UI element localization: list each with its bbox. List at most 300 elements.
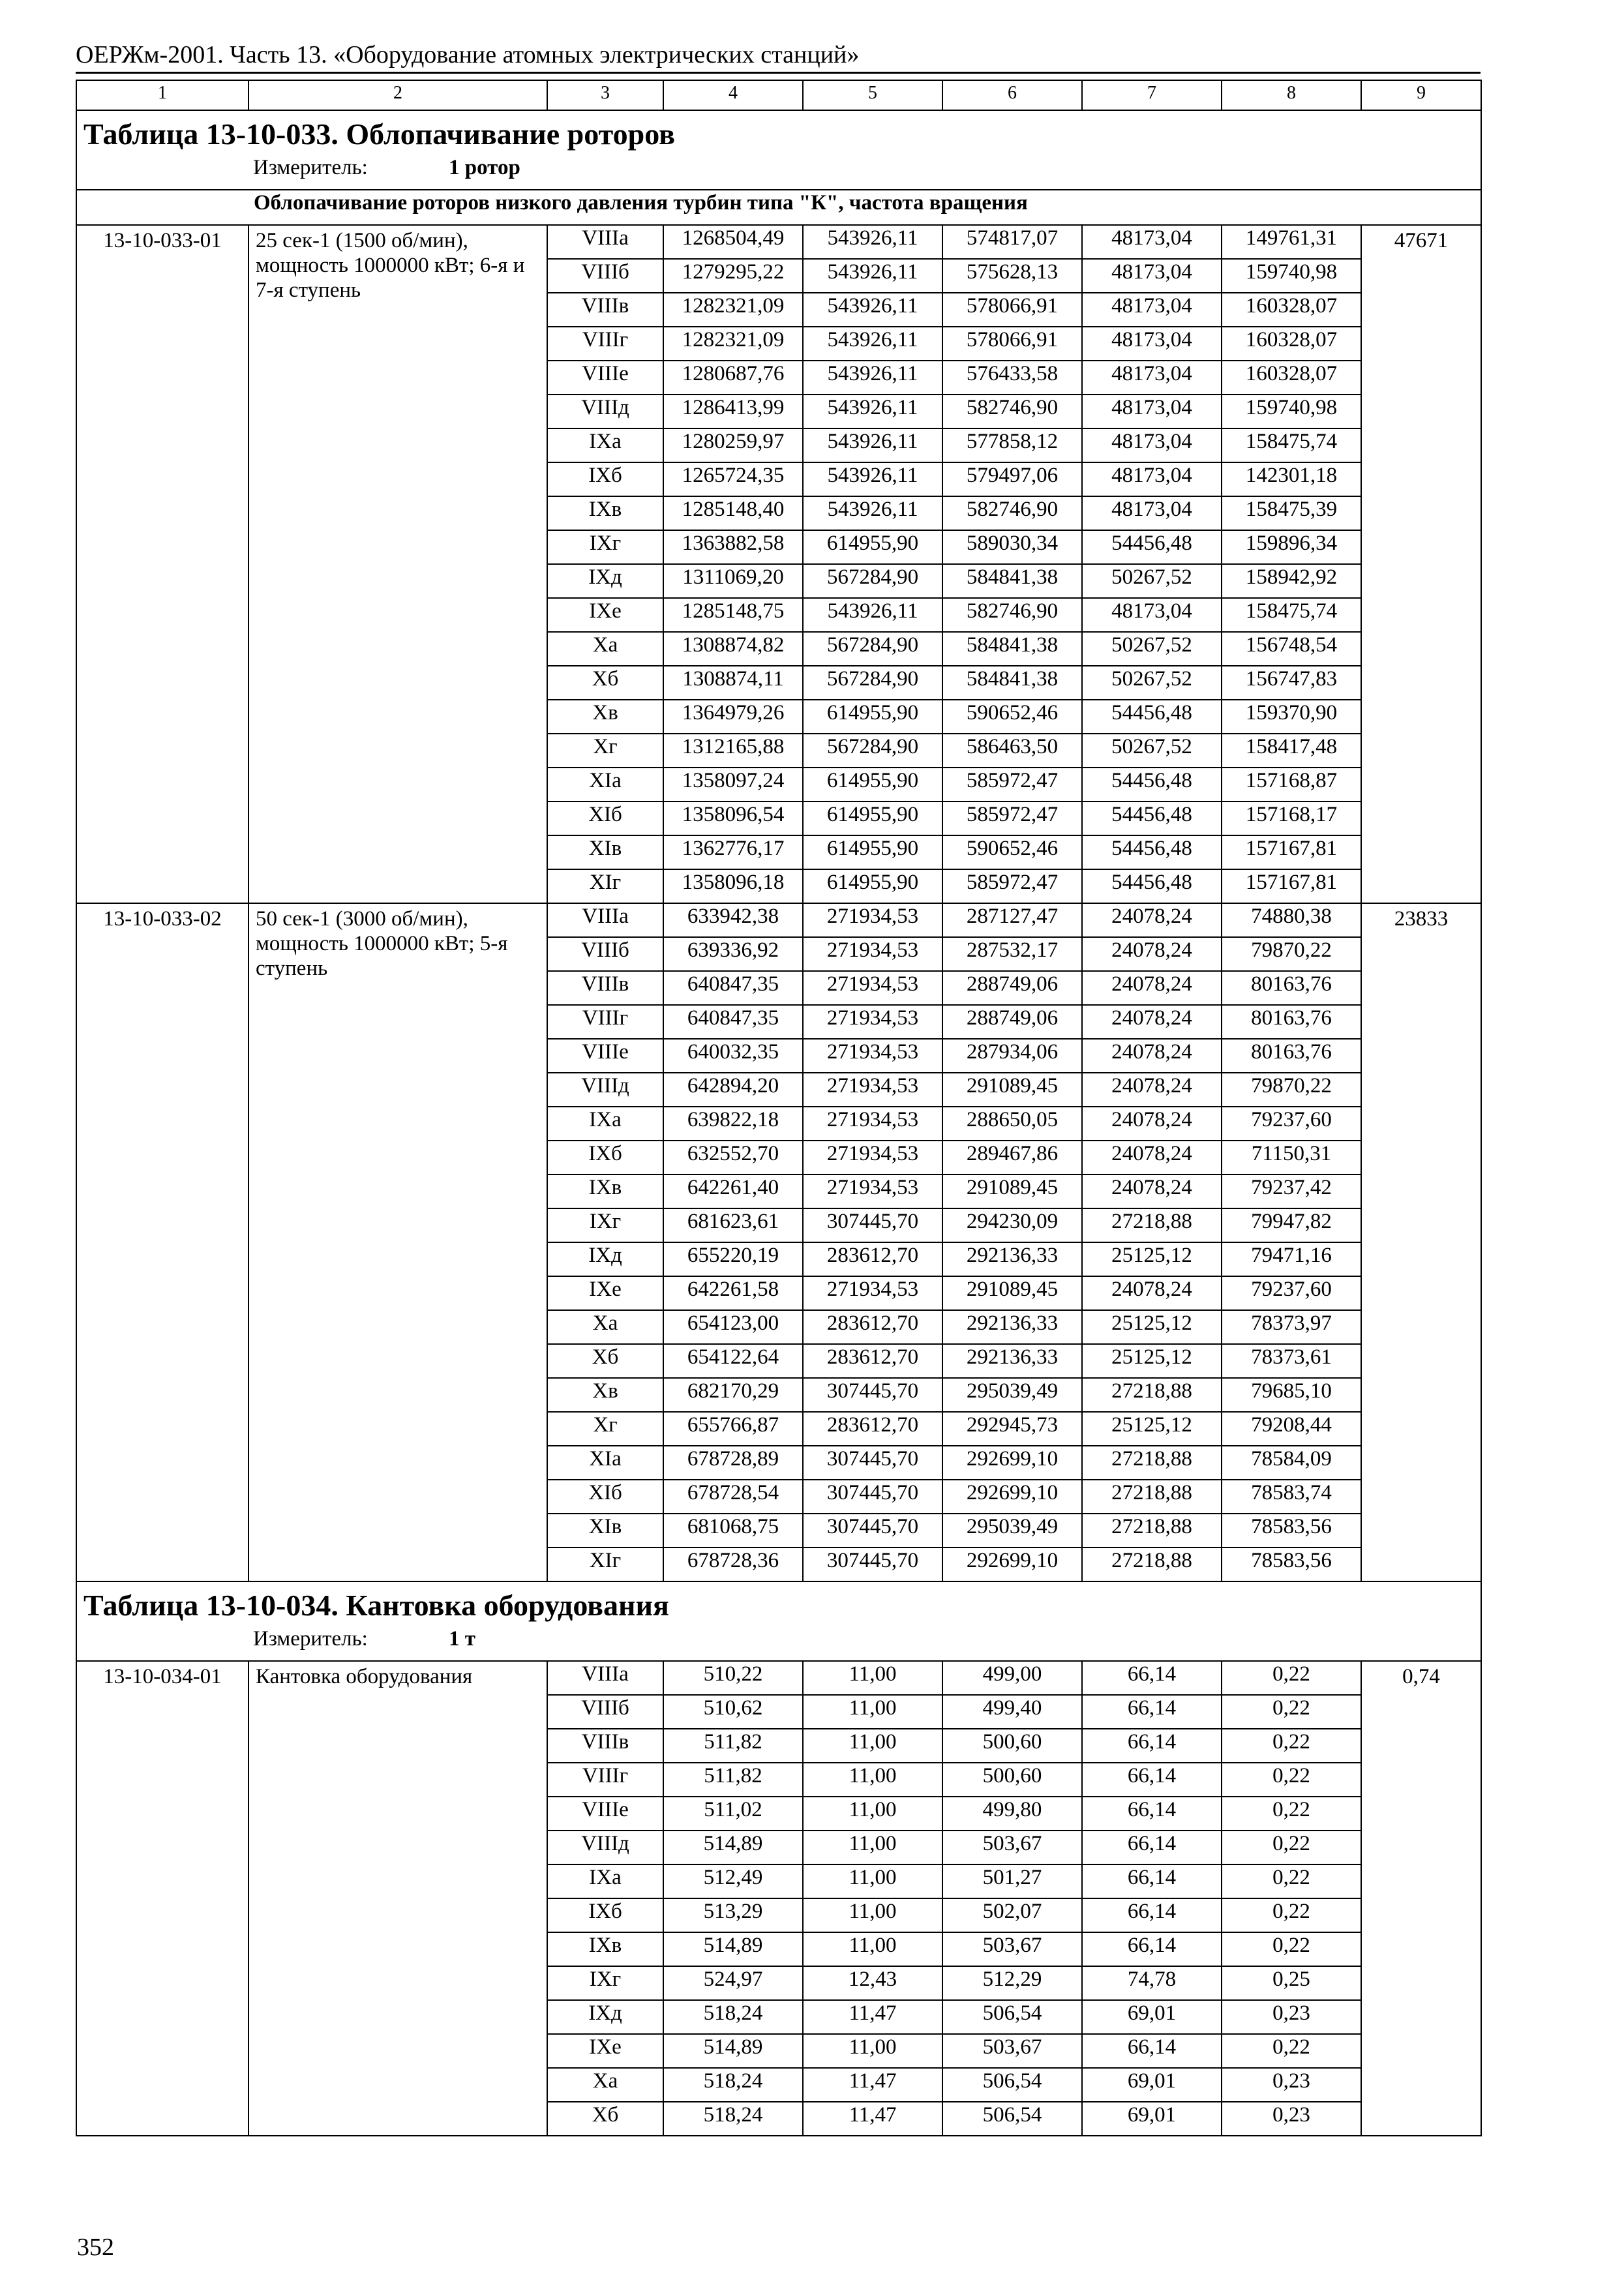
value-cell: 499,00 <box>942 1661 1082 1695</box>
value-cell: 1285148,75 <box>663 598 803 632</box>
value-cell: 66,14 <box>1082 1729 1222 1763</box>
value-cell: 11,00 <box>803 1831 942 1864</box>
value-cell: 157168,87 <box>1222 768 1361 801</box>
value-cell: 48173,04 <box>1082 293 1222 327</box>
value-cell: 512,49 <box>663 1864 803 1898</box>
value-cell: 24078,24 <box>1082 1073 1222 1107</box>
value-cell: 50267,52 <box>1082 632 1222 666</box>
value-cell: 307445,70 <box>803 1514 942 1548</box>
value-cell: 48173,04 <box>1082 395 1222 428</box>
column-number: 9 <box>1361 80 1481 110</box>
value-cell: 543926,11 <box>803 598 942 632</box>
value-cell: 288749,06 <box>942 971 1082 1005</box>
value-cell: 66,14 <box>1082 1932 1222 1966</box>
value-cell: 159370,90 <box>1222 700 1361 734</box>
value-cell: 78584,09 <box>1222 1446 1361 1480</box>
value-cell: 576433,58 <box>942 361 1082 395</box>
value-cell: 271934,53 <box>803 1141 942 1174</box>
value-cell: 54456,48 <box>1082 700 1222 734</box>
value-cell: 295039,49 <box>942 1514 1082 1548</box>
value-cell: 27218,88 <box>1082 1548 1222 1581</box>
value-cell: 289467,86 <box>942 1141 1082 1174</box>
value-cell: 614955,90 <box>803 768 942 801</box>
value-cell: 157167,81 <box>1222 835 1361 869</box>
value-cell: 514,89 <box>663 2034 803 2068</box>
value-cell: 48173,04 <box>1082 428 1222 462</box>
value-cell: 1286413,99 <box>663 395 803 428</box>
zone-cell: VIIIд <box>547 1073 663 1107</box>
rate-code: 13-10-034-01 <box>76 1661 248 2136</box>
value-cell: 543926,11 <box>803 293 942 327</box>
value-cell: 79685,10 <box>1222 1378 1361 1412</box>
value-cell: 24078,24 <box>1082 1107 1222 1141</box>
measure-row <box>76 155 1481 190</box>
value-cell: 1358096,18 <box>663 869 803 903</box>
value-cell: 678728,89 <box>663 1446 803 1480</box>
zone-cell: XIб <box>547 801 663 835</box>
value-cell: 518,24 <box>663 2000 803 2034</box>
value-cell: 1362776,17 <box>663 835 803 869</box>
value-cell: 288650,05 <box>942 1107 1082 1141</box>
value-cell: 66,14 <box>1082 1898 1222 1932</box>
value-cell: 271934,53 <box>803 937 942 971</box>
measure-label: Измеритель: <box>253 156 368 179</box>
value-cell: 291089,45 <box>942 1276 1082 1310</box>
zone-cell: Xв <box>547 1378 663 1412</box>
value-cell: 0,22 <box>1222 1695 1361 1729</box>
value-cell: 11,00 <box>803 1932 942 1966</box>
zone-cell: IXа <box>547 428 663 462</box>
value-cell: 54456,48 <box>1082 869 1222 903</box>
value-cell: 66,14 <box>1082 1661 1222 1695</box>
value-cell: 158475,74 <box>1222 428 1361 462</box>
value-cell: 69,01 <box>1082 2102 1222 2136</box>
value-cell: 502,07 <box>942 1898 1082 1932</box>
value-cell: 271934,53 <box>803 1174 942 1208</box>
zone-cell: Xг <box>547 1412 663 1446</box>
value-cell: 48173,04 <box>1082 225 1222 259</box>
value-cell: 287934,06 <box>942 1039 1082 1073</box>
zone-cell: IXг <box>547 1208 663 1242</box>
zone-cell: VIIIб <box>547 1695 663 1729</box>
value-cell: 506,54 <box>942 2000 1082 2034</box>
value-cell: 654122,64 <box>663 1344 803 1378</box>
value-cell: 160328,07 <box>1222 293 1361 327</box>
value-cell: 159896,34 <box>1222 530 1361 564</box>
value-cell: 654123,00 <box>663 1310 803 1344</box>
value-cell: 543926,11 <box>803 361 942 395</box>
zone-cell: VIIIв <box>547 293 663 327</box>
value-cell: 614955,90 <box>803 869 942 903</box>
value-cell: 0,23 <box>1222 2102 1361 2136</box>
value-cell: 24078,24 <box>1082 1141 1222 1174</box>
column-number: 2 <box>248 80 547 110</box>
zone-cell: XIв <box>547 1514 663 1548</box>
value-cell: 1280687,76 <box>663 361 803 395</box>
value-cell: 159740,98 <box>1222 395 1361 428</box>
value-cell: 292699,10 <box>942 1446 1082 1480</box>
value-cell: 283612,70 <box>803 1310 942 1344</box>
column-9-value: 23833 <box>1361 903 1481 1581</box>
value-cell: 287127,47 <box>942 903 1082 937</box>
zone-cell: IXа <box>547 1107 663 1141</box>
value-cell: 506,54 <box>942 2102 1082 2136</box>
value-cell: 157167,81 <box>1222 869 1361 903</box>
value-cell: 1358096,54 <box>663 801 803 835</box>
value-cell: 543926,11 <box>803 395 942 428</box>
value-cell: 66,14 <box>1082 1763 1222 1797</box>
value-cell: 149761,31 <box>1222 225 1361 259</box>
value-cell: 579497,06 <box>942 462 1082 496</box>
value-cell: 584841,38 <box>942 666 1082 700</box>
value-cell: 639336,92 <box>663 937 803 971</box>
value-cell: 12,43 <box>803 1966 942 2000</box>
value-cell: 283612,70 <box>803 1344 942 1378</box>
value-cell: 0,22 <box>1222 1763 1361 1797</box>
value-cell: 614955,90 <box>803 801 942 835</box>
zone-cell: VIIIа <box>547 903 663 937</box>
zone-cell: XIв <box>547 835 663 869</box>
value-cell: 1280259,97 <box>663 428 803 462</box>
value-cell: 80163,76 <box>1222 1039 1361 1073</box>
table-title: Таблица 13-10-034. Кантовка оборудования <box>76 1581 1481 1626</box>
value-cell: 48173,04 <box>1082 361 1222 395</box>
value-cell: 292699,10 <box>942 1548 1082 1581</box>
zone-cell: Xб <box>547 666 663 700</box>
value-cell: 27218,88 <box>1082 1480 1222 1514</box>
value-cell: 655766,87 <box>663 1412 803 1446</box>
zone-cell: VIIIе <box>547 1039 663 1073</box>
value-cell: 1311069,20 <box>663 564 803 598</box>
value-cell: 543926,11 <box>803 327 942 361</box>
value-cell: 78373,61 <box>1222 1344 1361 1378</box>
measure-value: 1 ротор <box>449 156 520 179</box>
rate-description: 50 сек-1 (3000 об/мин), мощность 1000000 кВт; 5-я ступень <box>248 903 547 1581</box>
value-cell: 511,02 <box>663 1797 803 1831</box>
value-cell: 80163,76 <box>1222 971 1361 1005</box>
zone-cell: IXв <box>547 1932 663 1966</box>
value-cell: 159740,98 <box>1222 259 1361 293</box>
zone-cell: IXв <box>547 1174 663 1208</box>
value-cell: 0,22 <box>1222 1864 1361 1898</box>
table-row <box>76 903 1481 937</box>
table-title-row <box>76 110 1481 155</box>
value-cell: 582746,90 <box>942 395 1082 428</box>
value-cell: 614955,90 <box>803 835 942 869</box>
value-cell: 78583,56 <box>1222 1548 1361 1581</box>
value-cell: 1268504,49 <box>663 225 803 259</box>
value-cell: 79208,44 <box>1222 1412 1361 1446</box>
value-cell: 291089,45 <box>942 1174 1082 1208</box>
value-cell: 24078,24 <box>1082 1039 1222 1073</box>
table-title: Таблица 13-10-033. Облопачивание роторов <box>76 110 1481 155</box>
value-cell: 158475,74 <box>1222 598 1361 632</box>
value-cell: 79237,60 <box>1222 1107 1361 1141</box>
value-cell: 514,89 <box>663 1932 803 1966</box>
rate-code: 13-10-033-02 <box>76 903 248 1581</box>
value-cell: 307445,70 <box>803 1548 942 1581</box>
value-cell: 0,22 <box>1222 1797 1361 1831</box>
value-cell: 160328,07 <box>1222 361 1361 395</box>
running-header: ОЕРЖм-2001. Часть 13. «Оборудование атомных электрических станций» <box>76 41 860 68</box>
value-cell: 79471,16 <box>1222 1242 1361 1276</box>
value-cell: 640847,35 <box>663 971 803 1005</box>
value-cell: 24078,24 <box>1082 1174 1222 1208</box>
measure-label: Измеритель: <box>253 1627 368 1651</box>
header-rule <box>76 72 1481 74</box>
value-cell: 27218,88 <box>1082 1208 1222 1242</box>
value-cell: 681068,75 <box>663 1514 803 1548</box>
value-cell: 48173,04 <box>1082 327 1222 361</box>
value-cell: 292136,33 <box>942 1344 1082 1378</box>
value-cell: 271934,53 <box>803 1073 942 1107</box>
value-cell: 295039,49 <box>942 1378 1082 1412</box>
value-cell: 54456,48 <box>1082 768 1222 801</box>
value-cell: 48173,04 <box>1082 598 1222 632</box>
column-number-row <box>76 80 1481 110</box>
value-cell: 543926,11 <box>803 259 942 293</box>
value-cell: 678728,36 <box>663 1548 803 1581</box>
value-cell: 11,00 <box>803 1864 942 1898</box>
value-cell: 66,14 <box>1082 1797 1222 1831</box>
zone-cell: VIIIг <box>547 327 663 361</box>
value-cell: 0,22 <box>1222 1729 1361 1763</box>
value-cell: 292945,73 <box>942 1412 1082 1446</box>
value-cell: 543926,11 <box>803 225 942 259</box>
value-cell: 74,78 <box>1082 1966 1222 2000</box>
value-cell: 160328,07 <box>1222 327 1361 361</box>
rate-description: Кантовка оборудования <box>248 1661 547 2136</box>
value-cell: 50267,52 <box>1082 564 1222 598</box>
value-cell: 66,14 <box>1082 1864 1222 1898</box>
zone-cell: VIIIб <box>547 937 663 971</box>
zone-cell: IXв <box>547 496 663 530</box>
table-title-row <box>76 1581 1481 1626</box>
value-cell: 54456,48 <box>1082 530 1222 564</box>
value-cell: 678728,54 <box>663 1480 803 1514</box>
value-cell: 512,29 <box>942 1966 1082 2000</box>
value-cell: 543926,11 <box>803 496 942 530</box>
value-cell: 584841,38 <box>942 564 1082 598</box>
value-cell: 79237,42 <box>1222 1174 1361 1208</box>
column-number: 1 <box>76 80 248 110</box>
value-cell: 499,40 <box>942 1695 1082 1729</box>
zone-cell: VIIIд <box>547 395 663 428</box>
value-cell: 640032,35 <box>663 1039 803 1073</box>
value-cell: 655220,19 <box>663 1242 803 1276</box>
zone-cell: Xб <box>547 2102 663 2136</box>
value-cell: 584841,38 <box>942 632 1082 666</box>
table-row <box>76 225 1481 259</box>
value-cell: 27218,88 <box>1082 1378 1222 1412</box>
value-cell: 642894,20 <box>663 1073 803 1107</box>
value-cell: 682170,29 <box>663 1378 803 1412</box>
zone-cell: VIIIг <box>547 1763 663 1797</box>
value-cell: 642261,58 <box>663 1276 803 1310</box>
value-cell: 66,14 <box>1082 1695 1222 1729</box>
value-cell: 307445,70 <box>803 1480 942 1514</box>
value-cell: 80163,76 <box>1222 1005 1361 1039</box>
subheader-row <box>76 190 1481 225</box>
value-cell: 69,01 <box>1082 2000 1222 2034</box>
value-cell: 0,23 <box>1222 2000 1361 2034</box>
subheader: Облопачивание роторов низкого давления турбин типа "К", частота вращения <box>248 190 1481 225</box>
page-number: 352 <box>77 2234 114 2261</box>
value-cell: 640847,35 <box>663 1005 803 1039</box>
value-cell: 1364979,26 <box>663 700 803 734</box>
value-cell: 11,00 <box>803 2034 942 2068</box>
value-cell: 271934,53 <box>803 971 942 1005</box>
value-cell: 499,80 <box>942 1797 1082 1831</box>
zone-cell: VIIIв <box>547 971 663 1005</box>
value-cell: 578066,91 <box>942 327 1082 361</box>
value-cell: 24078,24 <box>1082 937 1222 971</box>
value-cell: 582746,90 <box>942 598 1082 632</box>
value-cell: 589030,34 <box>942 530 1082 564</box>
rates-table <box>76 80 1482 2136</box>
column-number: 6 <box>942 80 1082 110</box>
value-cell: 1363882,58 <box>663 530 803 564</box>
value-cell: 585972,47 <box>942 768 1082 801</box>
zone-cell: VIIIд <box>547 1831 663 1864</box>
value-cell: 283612,70 <box>803 1412 942 1446</box>
zone-cell: Xб <box>547 1344 663 1378</box>
value-cell: 79947,82 <box>1222 1208 1361 1242</box>
value-cell: 287532,17 <box>942 937 1082 971</box>
value-cell: 78583,56 <box>1222 1514 1361 1548</box>
value-cell: 0,22 <box>1222 2034 1361 2068</box>
value-cell: 271934,53 <box>803 903 942 937</box>
zone-cell: Xа <box>547 632 663 666</box>
value-cell: 1282321,09 <box>663 293 803 327</box>
value-cell: 567284,90 <box>803 564 942 598</box>
value-cell: 590652,46 <box>942 700 1082 734</box>
value-cell: 158417,48 <box>1222 734 1361 768</box>
value-cell: 307445,70 <box>803 1446 942 1480</box>
value-cell: 11,00 <box>803 1763 942 1797</box>
value-cell: 524,97 <box>663 1966 803 2000</box>
zone-cell: XIа <box>547 1446 663 1480</box>
value-cell: 639822,18 <box>663 1107 803 1141</box>
column-number: 4 <box>663 80 803 110</box>
rate-description: 25 сек-1 (1500 об/мин), мощность 1000000 кВт; 6-я и 7-я ступень <box>248 225 547 903</box>
value-cell: 78583,74 <box>1222 1480 1361 1514</box>
zone-cell: VIIIб <box>547 259 663 293</box>
zone-cell: Xв <box>547 700 663 734</box>
zone-cell: VIIIе <box>547 361 663 395</box>
value-cell: 11,00 <box>803 1797 942 1831</box>
zone-cell: IXг <box>547 530 663 564</box>
value-cell: 11,00 <box>803 1695 942 1729</box>
zone-cell: XIг <box>547 1548 663 1581</box>
zone-cell: Xа <box>547 1310 663 1344</box>
value-cell: 288749,06 <box>942 1005 1082 1039</box>
zone-cell: IXг <box>547 1966 663 2000</box>
value-cell: 567284,90 <box>803 666 942 700</box>
value-cell: 0,22 <box>1222 1898 1361 1932</box>
value-cell: 0,23 <box>1222 2068 1361 2102</box>
value-cell: 633942,38 <box>663 903 803 937</box>
column-number: 5 <box>803 80 942 110</box>
value-cell: 503,67 <box>942 2034 1082 2068</box>
zone-cell: IXе <box>547 598 663 632</box>
value-cell: 590652,46 <box>942 835 1082 869</box>
value-cell: 11,00 <box>803 1729 942 1763</box>
value-cell: 48173,04 <box>1082 496 1222 530</box>
value-cell: 577858,12 <box>942 428 1082 462</box>
value-cell: 518,24 <box>663 2068 803 2102</box>
value-cell: 50267,52 <box>1082 666 1222 700</box>
value-cell: 11,00 <box>803 1898 942 1932</box>
value-cell: 69,01 <box>1082 2068 1222 2102</box>
value-cell: 11,47 <box>803 2000 942 2034</box>
measure-row <box>76 1626 1481 1661</box>
value-cell: 24078,24 <box>1082 903 1222 937</box>
value-cell: 307445,70 <box>803 1378 942 1412</box>
value-cell: 1285148,40 <box>663 496 803 530</box>
value-cell: 11,47 <box>803 2102 942 2136</box>
value-cell: 510,22 <box>663 1661 803 1695</box>
zone-cell: XIб <box>547 1480 663 1514</box>
measure-value: 1 т <box>449 1627 475 1651</box>
zone-cell: Xа <box>547 2068 663 2102</box>
value-cell: 292136,33 <box>942 1242 1082 1276</box>
value-cell: 292699,10 <box>942 1480 1082 1514</box>
value-cell: 54456,48 <box>1082 801 1222 835</box>
value-cell: 74880,38 <box>1222 903 1361 937</box>
value-cell: 79870,22 <box>1222 937 1361 971</box>
value-cell: 11,00 <box>803 1661 942 1695</box>
column-9-value: 0,74 <box>1361 1661 1481 2136</box>
value-cell: 292136,33 <box>942 1310 1082 1344</box>
value-cell: 503,67 <box>942 1932 1082 1966</box>
value-cell: 510,62 <box>663 1695 803 1729</box>
column-9-value: 47671 <box>1361 225 1481 903</box>
value-cell: 158475,39 <box>1222 496 1361 530</box>
value-cell: 50267,52 <box>1082 734 1222 768</box>
zone-cell: IXб <box>547 1898 663 1932</box>
value-cell: 24078,24 <box>1082 1276 1222 1310</box>
value-cell: 142301,18 <box>1222 462 1361 496</box>
value-cell: 0,22 <box>1222 1831 1361 1864</box>
value-cell: 79870,22 <box>1222 1073 1361 1107</box>
value-cell: 27218,88 <box>1082 1514 1222 1548</box>
value-cell: 511,82 <box>663 1763 803 1797</box>
value-cell: 578066,91 <box>942 293 1082 327</box>
zone-cell: IXб <box>547 1141 663 1174</box>
value-cell: 586463,50 <box>942 734 1082 768</box>
value-cell: 0,25 <box>1222 1966 1361 2000</box>
rate-code: 13-10-033-01 <box>76 225 248 903</box>
value-cell: 1282321,09 <box>663 327 803 361</box>
zone-cell: VIIIа <box>547 225 663 259</box>
value-cell: 511,82 <box>663 1729 803 1763</box>
column-number: 3 <box>547 80 663 110</box>
value-cell: 1308874,11 <box>663 666 803 700</box>
zone-cell: VIIIг <box>547 1005 663 1039</box>
value-cell: 574817,07 <box>942 225 1082 259</box>
value-cell: 24078,24 <box>1082 1005 1222 1039</box>
zone-cell: XIа <box>547 768 663 801</box>
zone-cell: IXд <box>547 2000 663 2034</box>
value-cell: 271934,53 <box>803 1039 942 1073</box>
value-cell: 1279295,22 <box>663 259 803 293</box>
value-cell: 567284,90 <box>803 632 942 666</box>
zone-cell: VIIIв <box>547 1729 663 1763</box>
table-row <box>76 1661 1481 1695</box>
value-cell: 27218,88 <box>1082 1446 1222 1480</box>
value-cell: 78373,97 <box>1222 1310 1361 1344</box>
